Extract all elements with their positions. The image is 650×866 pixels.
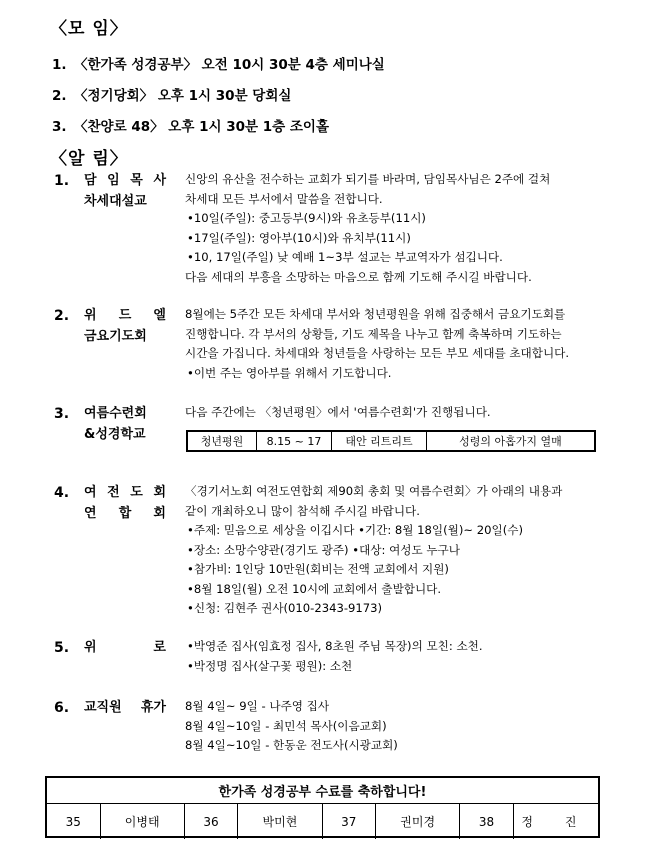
notice-number: 4. [54,485,70,501]
meeting-number: 3. [52,119,67,135]
notice-title-line: 위 로 [84,640,166,655]
notice-bullet: •주제: 믿음으로 세상을 이깁시다 •기간: 8월 18일(월)~ 20일(수) [187,523,523,537]
notice-title-line: 여름수련회 [84,406,147,421]
notice-number: 5. [54,640,70,656]
notice-bullet: •10, 17일(주일) 낮 예배 1~3부 설교는 부교역자가 섬깁니다. [187,250,503,264]
notice-title [84,482,166,524]
notice-bullet: •이번 주는 영아부를 위해서 기도합니다. [187,365,392,380]
notice-title [84,170,166,212]
meeting-number: 1. [52,57,67,73]
graduate-number: 37 [323,804,377,839]
retreat-group: 청년평원 [188,432,257,450]
notice-body [185,637,605,676]
notice-title-line: 담 임 목 사 [84,173,166,188]
notice-body [185,305,605,383]
notice-line: 8월 4일~10일 - 최민석 목사(이음교회) [185,718,387,733]
notice-bullet: •참가비: 1인당 10만원(회비는 전액 교회에서 지원) [187,562,449,576]
notices-title: 〈알 림〉 [50,149,128,169]
notice-title-line: 연 합 회 [84,506,166,521]
notice-bullet: •신청: 김현주 권사(010-2343-9173) [187,601,383,615]
notice-line: 〈경기서노회 여전도연합회 제90회 총회 및 여름수련회〉가 아래의 내용과 [185,484,563,498]
notice-title [84,403,166,445]
notice-bullet: •17일(주일): 영아부(10시)와 유치부(11시) [187,230,411,245]
notice-bullet: •장소: 소망수양관(경기도 광주) •대상: 여성도 누구나 [187,542,460,557]
meeting-text: 〈찬양로 48〉 오후 1시 30분 1층 조이홀 [74,119,330,135]
meeting-number: 2. [52,88,67,104]
notice-bullet: •8월 18일(월) 오전 10시에 교회에서 출발합니다. [187,581,442,596]
graduates-table [45,776,600,838]
notice-title-line: 금요기도회 [84,329,147,344]
notice-line: 시간을 가집니다. 차세대와 청년들을 사랑하는 모든 부모 세대를 초대합니다. [185,346,570,360]
notice-title [84,697,166,718]
notice-bullet: •박영준 집사(임효정 집사, 8초원 주님 목장)의 모친: 소천. [187,639,483,653]
meeting-item [52,115,329,135]
notice-title-line: 여 전 도 회 [84,485,166,500]
graduate-name: 박미현 [238,804,322,839]
notice-number: 2. [54,308,70,324]
retreat-dates: 8.15 ~ 17 [257,432,332,450]
meeting-text: 〈한가족 성경공부〉 오전 10시 30분 4층 세미나실 [74,57,385,73]
graduate-number: 35 [47,804,101,839]
notice-title-line: 위 드 엘 [84,308,166,323]
notice-number: 3. [54,406,70,422]
graduate-number: 36 [185,804,239,839]
retreat-table [186,430,596,452]
graduates-title: 한가족 성경공부 수료를 축하합니다! [47,778,598,804]
notice-line: 다음 주간에는 〈청년평원〉에서 '여름수련회'가 진행됩니다. [185,405,491,419]
notice-line: 신앙의 유산을 전수하는 교회가 되기를 바라며, 담임목사님은 2주에 걸쳐 [185,172,551,186]
notice-bullet: •박정명 집사(살구꽃 평원): 소천 [187,658,353,673]
notice-title-line: 교직원 휴가 [84,700,166,715]
graduate-name: 권미경 [376,804,460,839]
notice-title [84,637,166,658]
meeting-item [52,84,291,104]
graduate-name: 이병태 [101,804,185,839]
notice-body [185,482,605,619]
notice-body [185,403,605,423]
notice-number: 1. [54,173,70,189]
graduates-row [47,804,598,839]
retreat-place: 태안 리트리트 [332,432,427,450]
meetings-title: 〈모 임〉 [50,19,128,39]
notice-number: 6. [54,700,70,716]
notice-line: 8월 4일~ 9일 - 나주영 집사 [185,699,330,713]
graduate-name: 정 진 [521,815,591,829]
notice-line: 다음 세대의 부흥을 소망하는 마음으로 함께 기도해 주시길 바랍니다. [185,269,532,284]
notice-line: 8월 4일~10일 - 한동운 전도사(시광교회) [185,738,398,752]
notice-line: 차세대 모든 부서에서 말씀을 전합니다. [185,191,383,206]
notice-line: 8월에는 5주간 모든 차세대 부서와 청년평원을 위해 집중해서 금요기도회를 [185,307,566,321]
notice-line: 같이 개최하오니 많이 참석해 주시길 바랍니다. [185,503,420,518]
notice-body [185,697,605,756]
notice-line: 진행합니다. 각 부서의 상황들, 기도 제목을 나누고 함께 축복하며 기도하는 [185,326,562,341]
meeting-text: 〈정기당회〉 오후 1시 30분 당회실 [74,88,292,104]
notice-bullet: •10일(주일): 중고등부(9시)와 유초등부(11시) [187,211,426,225]
retreat-theme: 성령의 아홉가지 열매 [459,435,562,448]
notice-title [84,305,166,347]
meeting-item [52,53,385,73]
graduate-number: 38 [460,804,514,839]
notice-title-line: 차세대설교 [84,194,147,209]
notice-title-line: &성경학교 [84,427,146,442]
notice-body [185,170,605,287]
